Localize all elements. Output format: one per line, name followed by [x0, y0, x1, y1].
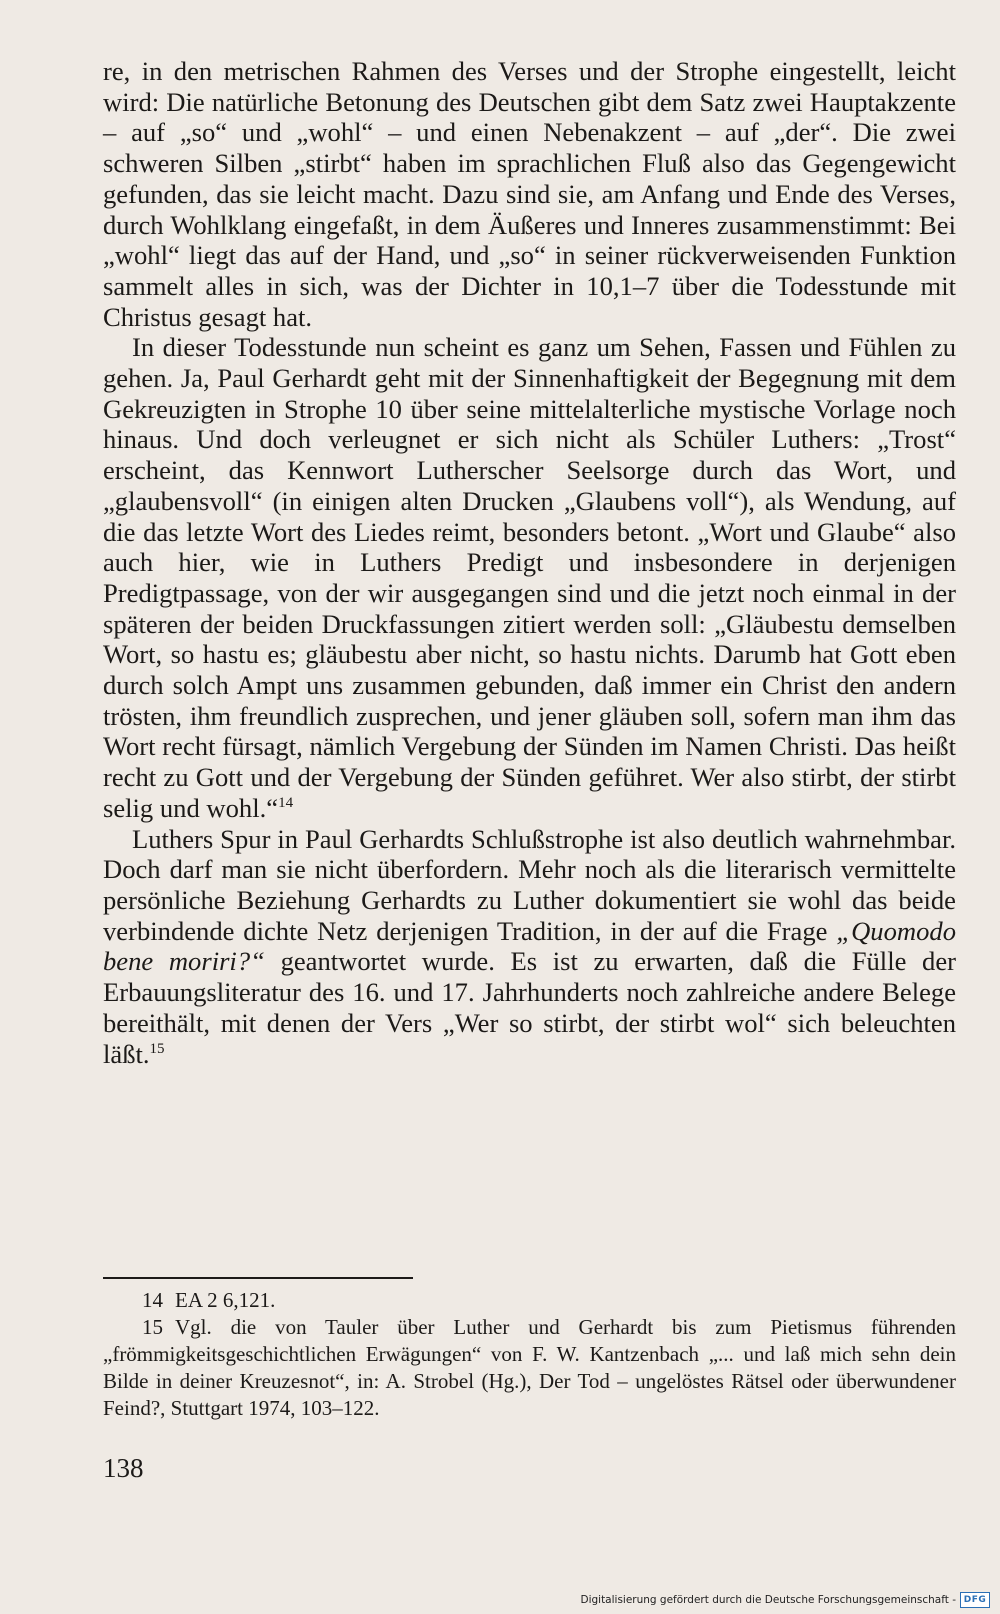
paragraph-2: [103, 332, 956, 823]
dfg-logo-icon: DFG: [960, 1592, 990, 1608]
footnote-ref-14: 14: [278, 794, 294, 811]
footnote-rule: [103, 1277, 413, 1279]
footnote-text: EA 2 6,121.: [175, 1288, 276, 1312]
main-text: [103, 56, 956, 1069]
footnote-number: 15: [142, 1315, 163, 1339]
paragraph-3: [103, 824, 956, 1070]
digitization-credit: [580, 1592, 990, 1608]
page-number: 138: [103, 1453, 144, 1483]
footnote-number: 14: [142, 1288, 163, 1312]
footnote-14: [103, 1287, 956, 1314]
footnote-ref-15: 15: [149, 1040, 165, 1057]
paragraph-3-text-end: geantwortet wurde. Es ist zu erwarten, daß die Fülle der Erbauungsliteratur des 16. und 17. Jahrhunderts noch zahlreiche andere Belege bereithält, mit denen der Vers „Wer so stirbt, der stirbt wol“ sich beleuchten läßt.: [103, 946, 956, 1069]
footnote-15: [103, 1314, 956, 1422]
paragraph-3-text-start: Luthers Spur in Paul Gerhardts Schlußstrophe ist also deutlich wahrnehmbar. Doch darf man sie nicht überfordern. Mehr noch als die literarisch vermittelte persönliche Beziehung Gerhardts zu Luther dokumentiert sie wohl das beide verbindende dichte Netz derjenigen Tradition, in der auf die Frage: [103, 823, 956, 946]
footnote-text: Vgl. die von Tauler über Luther und Gerhardt bis zum Pietismus führenden „frömmigkeitsgeschichtlichen Erwägungen“ von F. W. Kantzenbach „... und laß mich sehn dein Bilde in deiner Kreuzesnot“, in: A. Strobel (Hg.), Der Tod – ungelöstes Rätsel oder überwundener Feind?, Stuttgart 1974, 103–122.: [103, 1315, 956, 1420]
credit-text: Digitalisierung gefördert durch die Deutsche Forschungsgemeinschaft -: [580, 1594, 956, 1606]
paragraph-2-text: In dieser Todesstunde nun scheint es ganz um Sehen, Fassen und Fühlen zu gehen. Ja, Paul Gerhardt geht mit der Sinnenhaftigkeit der Begegnung mit dem Gekreuzigten in Strophe 10 über seine mittelalterliche mystische Vorlage noch hinaus. Und doch verleugnet er sich nicht als Schüler Luthers: „Trost“ erscheint, das Kennwort Lutherscher Seelsorge durch das Wort, und „glaubensvoll“ (in einigen alten Drucken „Glaubens voll“), als Wendung, auf die das letzte Wort des Liedes reimt, besonders betont. „Wort und Glaube“ also auch hier, wie in Luthers Predigt und insbesondere in derjenigen Predigtpassage, von der wir ausgegangen sind und die jetzt noch einmal in der späteren der beiden Druckfassungen zitiert werden soll: „Gläubestu demselben Wort, so hastu es; gläubestu aber nicht, so hastu nichts. Darumb hat Gott eben durch solch Ampt uns zusammen gebunden, daß immer ein Christ den andern trösten, ihm freundlich zusprechen, und jener gläuben soll, sofern man ihm das Wort recht fürsagt, nämlich Vergebung der Sünden im Namen Christi. Das heißt recht zu Gott und der Vergebung der Sünden geführet. Wer also stirbt, der stirbt selig und wohl.“: [103, 332, 956, 823]
footnotes: [103, 1287, 956, 1422]
paragraph-1: re, in den metrischen Rahmen des Verses und der Strophe eingestellt, leicht wird: Die natürliche Betonung des Deutschen gibt dem Satz zwei Hauptakzente – auf „so“ und „wohl“ – und einen Nebenakzent – auf „der“. Die zwei schweren Silben „stirbt“ haben im sprachlichen Fluß also das Gegengewicht gefunden, das sie leicht macht. Dazu sind sie, am Anfang und Ende des Verses, durch Wohlklang eingefaßt, in dem Äußeres und Inneres zusammenstimmt: Bei „wohl“ liegt das auf der Hand, und „so“ in seiner rückverweisenden Funktion sammelt alles in sich, was der Dichter in 10,1–7 über die Todesstunde mit Christus gesagt hat.: [103, 56, 956, 332]
latin-question: „Quomodo bene moriri?“: [103, 915, 956, 977]
